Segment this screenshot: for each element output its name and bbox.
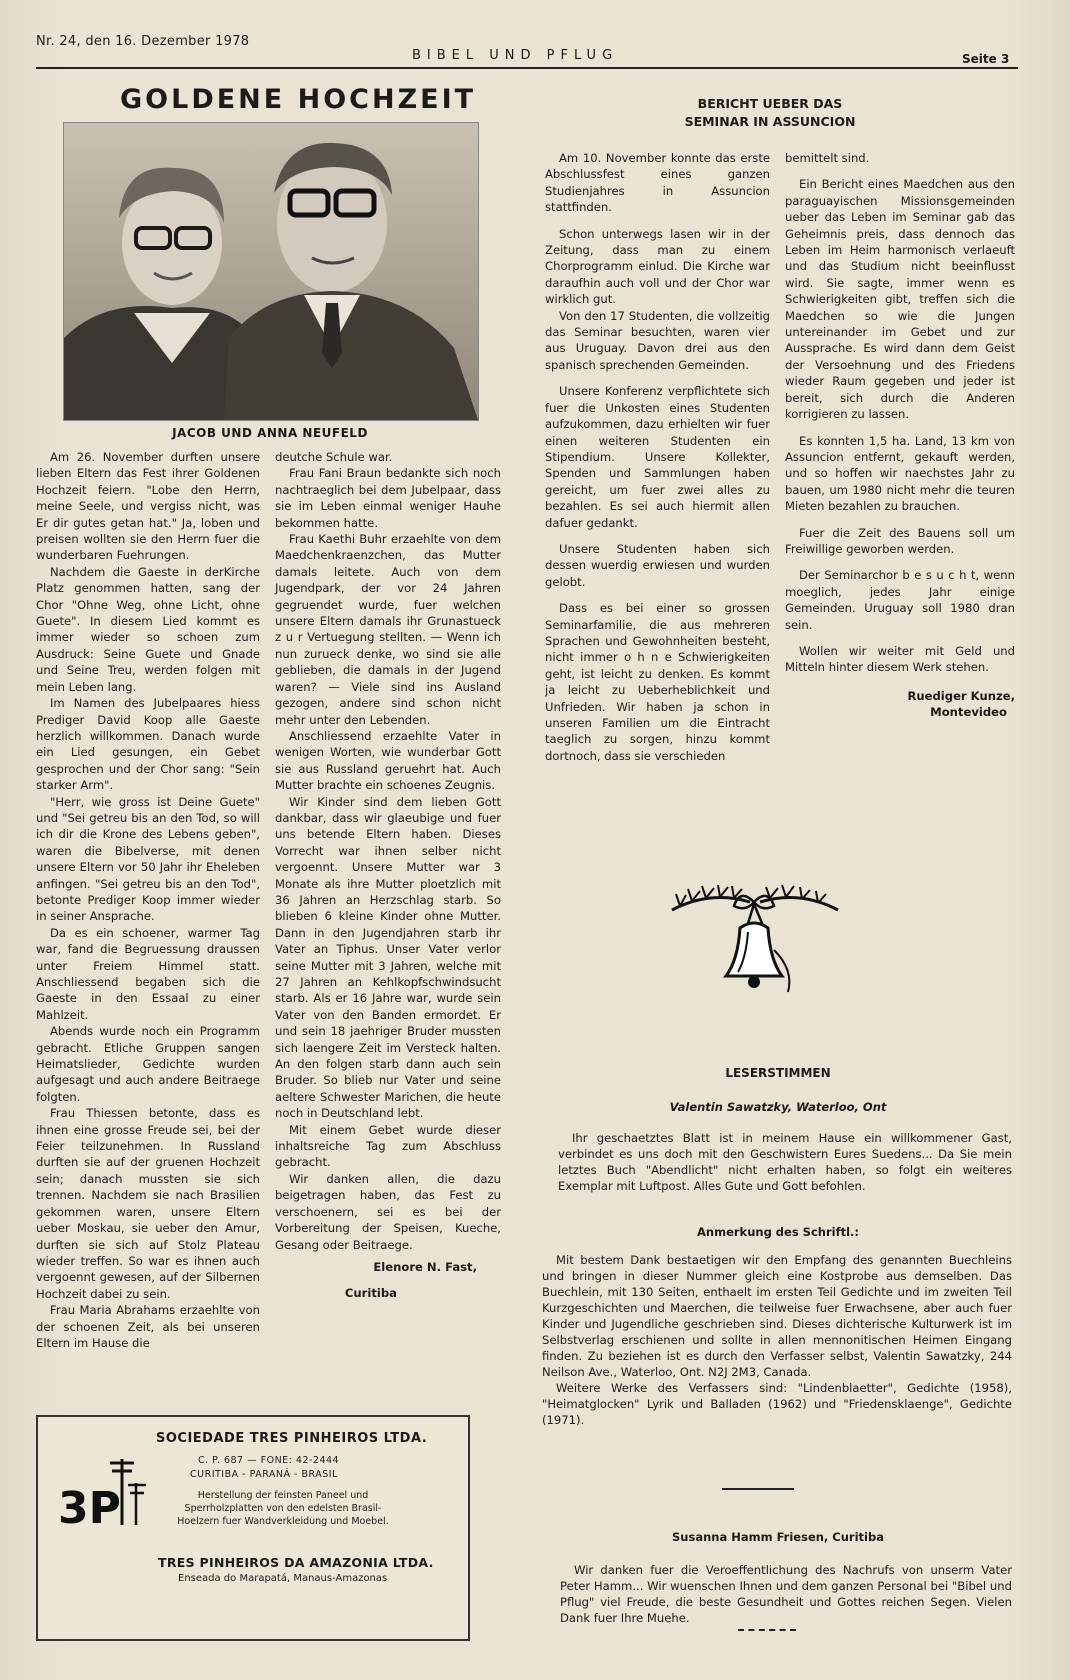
paragraph: Wir danken allen, die dazu beigetragen haben, das Fest zu verschoenern, sei es bei der Vorbereitung der Speisen, Kueche, Gesang oder Beitraege.	[275, 1171, 501, 1252]
paragraph: Frau Maria Abrahams erzaehlte von der schoenen Zeit, als bei unseren Eltern im Hause die	[36, 1303, 260, 1350]
couple-photo-drawing	[64, 123, 478, 420]
paragraph: Da es ein schoener, warmer Tag war, fand die Begruessung draussen unter Freiem Himmel statt. Anschliessend begaben sich die Gaeste in den Essaal zu einer Mahlzeit.	[36, 925, 260, 1022]
couple-photo	[63, 122, 479, 421]
article-title-golden-wedding: GOLDENE HOCHZEIT	[120, 84, 477, 115]
seminar-title-line-1: BERICHT UEBER DAS	[697, 96, 843, 111]
ad-description: Herstellung der feinsten Paneel und Sperrholzplatten von den edelsten Brasil-Hoelzern fuer Wandverkleidung und Moebel.	[177, 1490, 389, 1527]
paragraph: Anschliessend erzaehlte Vater in wenigen Worten, wie wunderbar Gott sie aus Russland geruehrt hat. Auch Mutter brachte ein schoenes Zeugnis.	[275, 728, 501, 793]
seminar-column-2	[785, 150, 1015, 721]
paragraph: Frau Thiessen betonte, dass es ihnen eine grosse Freude sei, bei der Feier teilzunehmen. In Russland durften sie auf der gruenen Hochzeit sein; danach mussten sie sich trennen. Nachdem sie nach Brasilien gekommen waren, unsere Eltern ueber Moskau, sie ueber den Amur, durften sie sich auf Stolz Plateau wieder treffen. So war es ihnen auch vergoennt gewesen, auf der Silbernen Hochzeit dabei zu sein.	[36, 1106, 260, 1301]
signature-place: Curitiba	[344, 1286, 397, 1301]
paragraph: Im Namen des Jubelpaares hiess Prediger David Koop alle Gaeste herzlich willkommen. Danach wurde ein Lied gesungen, ein Gebet gesprochen und der Chor sang: "Sein starker Arm".	[36, 696, 260, 793]
editor-note	[542, 1252, 1012, 1428]
leserstimmen-heading: LESERSTIMMEN	[725, 1066, 831, 1080]
tres-pinheiros-logo-icon	[58, 1453, 148, 1533]
ad-contact: C. P. 687 — FONE: 42-2444	[198, 1455, 340, 1466]
paragraph: Es konnten 1,5 ha. Land, 13 km von Assuncion entfernt, gekauft werden, und so hoffen wir naechstes Jahr zu bauen, um 1980 nicht mehr die teuren Mieten bezahlen zu brauchen.	[785, 433, 1015, 514]
paragraph: Schon unterwegs lasen wir in der Zeitung, dass man zu einem Chorprogramm einlud. Die Kirche war daraufhin auch voll und der Chor war wirklich gut.	[545, 226, 770, 307]
paragraph: Am 26. November durften unsere lieben Eltern das Fest ihrer Goldenen Hochzeit feiern. "Lobe den Herrn, meine Seele, und vergiss nicht, was Er dir gutes getan hat." Ja, loben und preisen wollten sie den Herrn fuer die wunderbaren Fuehrungen.	[36, 450, 260, 563]
paragraph: Wollen wir weiter mit Geld und Mitteln hinter diesem Werk stehen.	[785, 643, 1015, 675]
paragraph: Von den 17 Studenten, die vollzeitig das Seminar besuchten, waren vier aus Uruguay. Davon drei aus den spanisch sprechenden Gemeinden.	[545, 308, 770, 372]
paragraph: Ein Bericht eines Maedchen aus den paraguayischen Missionsgemeinden ueber das Leben im Seminar gab das Geheimnis preis, dass dennoch das Leben im Heim harmonisch verlaeuft und das Studium nicht beeinflusst wird. Sie sagte, immer wenn es Schwierigkeiten gibt, treffen sich die Maedchen so wie die Jungen untereinander im Gebet und zur Aussprache. Es wird dann dem Geist der Versoehnung und des Friedens wieder Raum gegeben und jeder ist bereit, sich durch die Anderen korrigieren zu lassen.	[785, 177, 1015, 422]
paragraph: Unsere Konferenz verpflichtete sich fuer die Unkosten eines Studenten aufzukommen, dazu erhielten wir fuer einen weiteren Studenten ein Stipendium. Unsere Kollekter, Spenden und Sammlungen haben gereicht, um fuer zwei alles zu bezahlen. Es sei auch hiermit allen dafuer gedankt.	[545, 384, 770, 530]
paragraph: Frau Kaethi Buhr erzaehlte von dem Maedchenkraenzchen, das Mutter damals leitete. Auch von dem Jugendpark, der vor 24 Jahren gegruendet wurde, fuer welchen unsere Eltern damals ihr Grunastueck z u r Vertuegung stellten. — Wenn ich nun zurueck denke, wo sind sie alle geblieben, die damals in der Jugend waren? — Viele sind ins Ausland gezogen, andere sind schon nicht mehr unter den Lebenden.	[275, 532, 501, 727]
advertisement	[36, 1415, 470, 1641]
paragraph: Fuer die Zeit des Bauens soll um Freiwillige geworben werden.	[785, 525, 1015, 556]
paper-name: BIBEL UND PFLUG	[412, 48, 619, 63]
seminar-article-title	[630, 95, 910, 131]
paragraph: "Herr, wie gross ist Deine Guete" und "Sei getreu bis an den Tod, so will ich dir die Krone des Lebens geben", waren die Bibelverse, mit denen unsere Eltern vor 50 Jahr ihr Eheleben anfingen. "Sei getreu bis an den Tod", betonte Prediger Koop immer wieder in seiner Ansprache.	[36, 794, 260, 924]
golden-wedding-column-1	[36, 449, 260, 1351]
christmas-bell-icon	[670, 880, 840, 1000]
paragraph: Frau Fani Braun bedankte sich noch nachtraeglich bei dem Jubelpaar, dass sie im Leben einmal weniger Hauhe bekommen hatte.	[275, 466, 501, 530]
ad-address-2: Enseada do Marapatá, Manaus-Amazonas	[178, 1573, 388, 1584]
paragraph: Wir danken fuer die Veroeffentlichung des Nachrufs von unserm Vater Peter Hamm... Wir wuenschen Ihnen und dem ganzen Personal bei "Bibel und Pflug" viel Freude, die beste Gesundheit und Gottes reichen Segen. Vielen Dank fuer Ihre Muehe.	[560, 1563, 1012, 1625]
ad-company-2: TRES PINHEIROS DA AMAZONIA LTDA.	[158, 1555, 434, 1570]
seminar-column-1	[545, 150, 770, 764]
divider	[722, 1488, 794, 1490]
issue-date: Nr. 24, den 16. Dezember 1978	[36, 34, 250, 49]
end-divider	[738, 1629, 796, 1631]
letter-author-2: Susanna Hamm Friesen, Curitiba	[672, 1530, 884, 1544]
header-rule	[36, 67, 1018, 69]
ad-city: CURITIBA - PARANÁ - BRASIL	[190, 1469, 338, 1480]
reader-letter	[558, 1130, 1012, 1194]
paragraph: Am 10. November konnte das erste Abschlussfest eines ganzen Studienjahres in Assuncion stattfinden.	[545, 151, 770, 215]
signature-name: Elenore N. Fast,	[373, 1259, 477, 1274]
paragraph: Abends wurde noch ein Programm gebracht. Etliche Gruppen sangen Heimatslieder, Gedichte wurden aufgesagt und auch andere Beitraege folgten.	[36, 1024, 260, 1104]
logo-text: 3P	[58, 1483, 121, 1533]
paragraph: Wir Kinder sind dem lieben Gott dankbar, dass wir glaeubige und fuer uns betende Eltern haben. Dieses Vorrecht war ihnen selber nicht vergoennt. Unsere Mutter war 3 Monate als ihre Mutter ploetzlich mit 36 Jahren an Herzschlag starb. So blieben 6 kleine Kinder ohne Mutter. Dann in den Jugendjahren starb ihr Vater an Tiphus. Unser Vater verlor seine Mutter mit 3 Jahren, welche mit 27 Jahren an Kehlkopfschwindsucht starb. Als er 16 Jahre war, wurde sein Vater von den Banden ermordet. Er und sein 18 jaehriger Bruder mussten sich laengere Zeit im Versteck halten. An den folgen starb dann auch sein Bruder. So blieb nur Vater und seine aeltere Schwester Marichen, die heute noch in Deutschland lebt.	[275, 794, 501, 1121]
seminar-title-line-2: SEMINAR IN ASSUNCION	[684, 114, 856, 129]
ad-company: SOCIEDADE TRES PINHEIROS LTDA.	[156, 1431, 428, 1446]
golden-wedding-column-2	[275, 449, 501, 1302]
paragraph: deutche Schule war.	[275, 450, 393, 464]
editor-note-heading: Anmerkung des Schriftl.:	[697, 1225, 859, 1239]
paragraph: bemittelt sind.	[785, 151, 870, 165]
paragraph: Unsere Studenten haben sich dessen wuerdig erwiesen und wurden gelobt.	[545, 541, 770, 589]
paragraph: Dass es bei einer so grossen Seminarfamilie, die aus mehreren Sprachen und Gewohnheiten besteht, nicht immer o h n e Schwierigkeiten geht, ist leicht zu denken. Es kommt ja leicht zu Ueberheblichkeit und Unfrieden. Wir haben ja schon in unseren Familien um die Eintracht taeglich zu sorgen, hinzu kommt dortnoch, dass sie verschieden	[545, 601, 770, 763]
seminar-signature-name: Ruediger Kunze,	[907, 688, 1015, 703]
photo-caption: JACOB UND ANNA NEUFELD	[172, 426, 368, 440]
paragraph: Mit bestem Dank bestaetigen wir den Empfang des genannten Buechleins und bringen in dieser Nummer gleich eine Kostprobe aus demselben. Das Buechlein, mit 130 Seiten, enthaelt im ersten Teil Gedichte und im zweiten Teil Kurzgeschichten und Maerchen, die teilweise fuer Erwachsene, aber auch fuer Kinder und Jugendliche geschrieben sind. Dieses dichterische Kulturwerk ist im Selbstverlag erschienen und sollte in allen mennonitischen Heimen Eingang finden. Zu beziehen ist es durch den Verfasser selbst, Valentin Sawatzky, 244 Neilson Ave., Waterloo, Ont. N2J 2M3, Canada.	[542, 1253, 1012, 1379]
paragraph: Der Seminarchor b e s u c h t, wenn moeglich, jedes Jahr einige Gemeinden. Uruguay soll 1980 dran sein.	[785, 568, 1015, 632]
paragraph: Mit einem Gebet wurde dieser inhaltsreiche Tag zum Abschluss gebracht.	[275, 1122, 501, 1170]
paragraph: Weitere Werke des Verfassers sind: "Lindenblaetter", Gedichte (1958), "Heimatglocken" Lyrik und Balladen (1962) und "Friedensklaenge", Gedichte (1971).	[542, 1381, 1012, 1427]
page-number: Seite 3	[962, 52, 1010, 66]
paragraph: Nachdem die Gaeste in derKirche Platz genommen hatten, sang der Chor "Ohne Weg, ohne Licht, ohne Guete". In diesem Lied kommt es immer wieder so schoen zum Ausdruck: Seine Guete und Gnade und Seine Treu, werden folgen mit mein Leben lang.	[36, 564, 260, 694]
letter-author: Valentin Sawatzky, Waterloo, Ont	[669, 1100, 887, 1114]
paragraph: Ihr geschaetztes Blatt ist in meinem Hause ein willkommener Gast, verbindet es uns doch mit den Geschwistern Eures Suedens... Da Sie mein letztes Buch "Abendlicht" nicht erhalten haben, so folgt ein weiteres Exemplar mit Luftpost. Alles Gute und Gott befohlen.	[558, 1131, 1012, 1193]
reader-letter-2	[560, 1562, 1012, 1626]
seminar-signature-place: Montevideo	[930, 705, 1007, 720]
